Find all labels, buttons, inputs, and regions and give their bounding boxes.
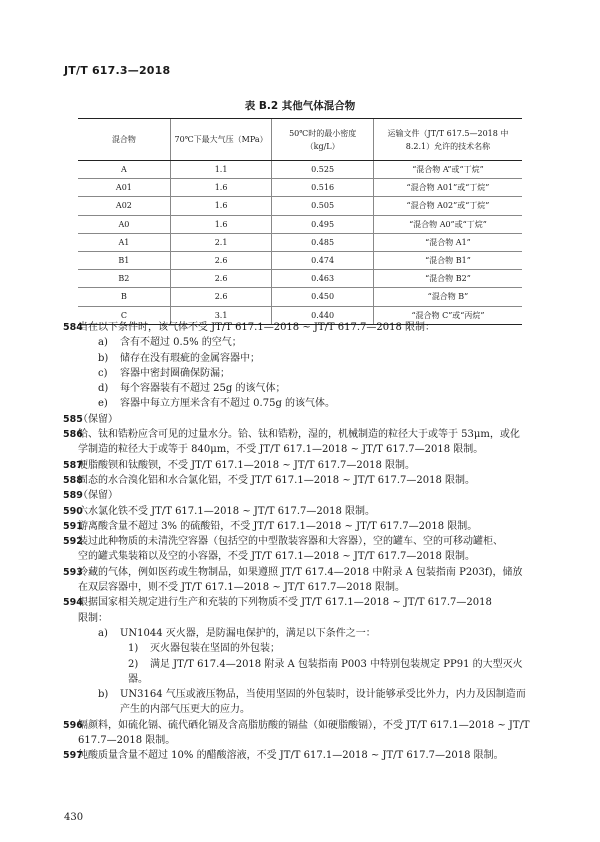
provision-588 (63, 473, 540, 488)
item-label: a) (98, 627, 108, 639)
list-item (78, 687, 540, 702)
provision-text: 在双层容器中，则不受 JT/T 617.1—2018 ~ JT/T 617.7—2018 限制。 (78, 582, 406, 594)
list-item (78, 351, 540, 366)
table-row (78, 288, 522, 306)
cell-density: 0.505 (272, 197, 374, 215)
item-label: e) (98, 398, 108, 410)
provision-number: 586 (63, 429, 83, 441)
provision-number: 590 (63, 505, 83, 517)
provision-text: 当在以下条件时，该气体不受 JT/T 617.1—2018 ~ JT/T 617.7—2018 限制： (78, 322, 436, 333)
table-row (78, 179, 522, 197)
cell-pressure: 2.1 (170, 233, 272, 251)
provision-number: 593 (63, 566, 83, 578)
provision-584 (63, 320, 540, 335)
table-row (78, 215, 522, 233)
item-text: 满足 JT/T 617.4—2018 附录 A 包装指南 P003 中特别包装规定 PP91 的大型灭火器。 (128, 658, 523, 685)
list-item (78, 626, 540, 641)
provision-text: 学制造的粒径大于或等于 840μm，不受 JT/T 617.1—2018 ~ JT/T 617.7—2018 限制。 (78, 444, 484, 456)
item-text: UN3164 气压或液压物品，当使用坚固的外包装时，设计能够承受比外力，内力及因制造而 (120, 689, 526, 701)
cell-mixture: A01 (78, 179, 170, 197)
col-header-max-pressure: 70℃下最大气压（MPa） (170, 119, 272, 161)
provision-586 (63, 427, 540, 442)
cell-technical-name: “混合物 A1” (373, 233, 522, 251)
provision-number: 597 (63, 750, 83, 762)
item-text: 容器中每立方厘米含有不超过 0.75g 的该气体。 (120, 398, 336, 410)
provision-587 (63, 458, 540, 473)
cell-pressure: 2.6 (170, 288, 272, 306)
cell-pressure: 1.1 (170, 161, 272, 179)
cell-mixture: A0 (78, 215, 170, 233)
item-text: UN1044 灭火器，是防漏电保护的，满足以下条件之一： (120, 627, 376, 639)
provision-number: 587 (63, 459, 83, 471)
list-item (78, 381, 540, 396)
gas-mixture-table (78, 118, 522, 325)
provision-590 (63, 504, 540, 519)
cell-technical-name: “混合物 B” (373, 288, 522, 306)
provision-593-cont (78, 580, 540, 595)
col-header-mixture: 混合物 (78, 119, 170, 161)
provision-number: 588 (63, 474, 83, 486)
cell-density: 0.516 (272, 179, 374, 197)
cell-technical-name: “混合物 B1” (373, 251, 522, 269)
item-text: 储存在没有瑕疵的金属容器中； (120, 352, 260, 364)
provision-text: 冷藏的气体，例如医药或生物制品，如果遵照 JT/T 617.4—2018 中附录 A 包装指南 P203f)，储放 (78, 566, 523, 578)
table-header-row (78, 119, 522, 161)
cell-pressure: 1.6 (170, 215, 272, 233)
item-text: 容器中密封圈确保防漏； (120, 367, 230, 379)
provision-number: 584 (63, 322, 83, 333)
cell-pressure: 2.6 (170, 251, 272, 269)
provision-text: 空的罐式集装箱以及空的小容器，不受 JT/T 617.1—2018 ~ JT/T 617.7—2018 限制。 (78, 551, 476, 563)
provision-text: 617.7—2018 限制。 (78, 735, 176, 747)
list-item (78, 335, 540, 350)
provision-number: 591 (63, 520, 83, 532)
list-item (78, 657, 540, 688)
provision-594-cont (78, 611, 540, 626)
provision-number: 594 (63, 597, 83, 609)
cell-technical-name: “混合物 A”或“丁烷” (373, 161, 522, 179)
provision-594 (63, 595, 540, 610)
cell-mixture: B1 (78, 251, 170, 269)
page-number: 430 (64, 812, 84, 823)
table-row (78, 251, 522, 269)
provision-596-cont (78, 733, 540, 748)
provision-number: 585 (63, 413, 83, 425)
item-label: b) (98, 689, 109, 701)
list-item-cont (78, 702, 540, 717)
provision-585 (63, 412, 540, 427)
col-header-technical-name: 运输文件（JT/T 617.5—2018 中 8.2.1）允许的技术名称 (373, 119, 522, 161)
provision-text: 装过此种物质的未清洗空容器（包括空的中型散装容器和大容器），空的罐车、空的可移动罐柜、 (78, 536, 503, 548)
provision-text: 硬脂酸钡和钛酸钡，不受 JT/T 617.1—2018 ~ JT/T 617.7—2018 限制。 (78, 459, 416, 471)
cell-technical-name: “混合物 B2” (373, 270, 522, 288)
list-item (78, 366, 540, 381)
provision-591 (63, 519, 540, 534)
special-provisions (63, 320, 540, 764)
provision-597 (63, 748, 540, 763)
cell-density: 0.474 (272, 251, 374, 269)
provision-592 (63, 534, 540, 549)
provision-text: （保留） (78, 490, 118, 502)
cell-technical-name: “混合物 A02”或“丁烷” (373, 197, 522, 215)
item-label: 1) (128, 643, 139, 655)
item-label: a) (98, 337, 108, 349)
provision-number: 592 (63, 536, 83, 548)
provision-text: 游离酸含量不超过 3% 的硫酸铅，不受 JT/T 617.1—2018 ~ JT/T 617.7—2018 限制。 (78, 520, 478, 532)
cell-technical-name: “混合物 A01”或“丁烷” (373, 179, 522, 197)
cell-technical-name: “混合物 A0”或“丁烷” (373, 215, 522, 233)
item-text: 每个容器装有不超过 25g 的该气体； (120, 383, 286, 395)
cell-technical-name: “混合物 C”或“丙烷” (373, 306, 522, 324)
provision-text: 固态的水合溴化铝和水合氯化铝，不受 JT/T 617.1—2018 ~ JT/T 617.7—2018 限制。 (78, 474, 476, 486)
item-label: 2) (128, 658, 139, 670)
provision-text: （保留） (78, 413, 118, 425)
cell-density: 0.525 (272, 161, 374, 179)
table-caption: 表 B.2 其他气体混合物 (244, 100, 356, 112)
cell-density: 0.440 (272, 306, 374, 324)
provision-text: 根据国家相关规定进行生产和充装的下列物质不受 JT/T 617.1—2018 ~ JT/T 617.7—2018 (78, 597, 492, 609)
list-item (78, 641, 540, 656)
provision-593 (63, 565, 540, 580)
item-text: 含有不超过 0.5% 的空气； (120, 337, 242, 349)
provision-592-cont (78, 549, 540, 564)
table-row (78, 233, 522, 251)
standard-header: JT/T 617.3—2018 (64, 64, 171, 77)
provision-text: 六水氯化铁不受 JT/T 617.1—2018 ~ JT/T 617.7—2018 限制。 (78, 505, 376, 517)
cell-mixture: A (78, 161, 170, 179)
item-text: 产生的内部气压更大的应力。 (120, 704, 250, 716)
cell-mixture: B2 (78, 270, 170, 288)
cell-density: 0.463 (272, 270, 374, 288)
provision-text: 铪、钛和锆粉应含可见的过量水分。铪、钛和锆粉，湿的，机械制造的粒径大于或等于 53μm，或化 (78, 429, 520, 441)
table-row (78, 161, 522, 179)
provision-number: 589 (63, 490, 83, 502)
col-header-min-density: 50℃时的最小密度（kg/L） (272, 119, 374, 161)
provision-589 (63, 488, 540, 503)
cell-pressure: 1.6 (170, 179, 272, 197)
cell-density: 0.450 (272, 288, 374, 306)
cell-density: 0.485 (272, 233, 374, 251)
list-item (78, 396, 540, 411)
provision-text: 限制： (78, 612, 108, 624)
item-label: d) (98, 383, 109, 395)
table-row (78, 197, 522, 215)
provision-text: 镉颜料，如硫化镉、硫代硒化镉及含高脂肪酸的镉盐（如硬脂酸镉），不受 JT/T 617.1—2018 ~ JT/T (78, 719, 530, 731)
cell-mixture: A1 (78, 233, 170, 251)
item-label: c) (98, 367, 108, 379)
provision-text: 纯酸质量含量不超过 10% 的醋酸溶液，不受 JT/T 617.1—2018 ~ JT/T 617.7—2018 限制。 (78, 750, 504, 762)
cell-pressure: 2.6 (170, 270, 272, 288)
cell-density: 0.495 (272, 215, 374, 233)
provision-586-cont (78, 442, 540, 457)
provision-596 (63, 718, 540, 733)
cell-mixture: A02 (78, 197, 170, 215)
table-row (78, 270, 522, 288)
cell-pressure: 3.1 (170, 306, 272, 324)
cell-mixture: C (78, 306, 170, 324)
cell-mixture: B (78, 288, 170, 306)
item-label: b) (98, 352, 109, 364)
provision-number: 596 (63, 719, 83, 731)
cell-pressure: 1.6 (170, 197, 272, 215)
item-text: 灭火器包装在坚固的外包装； (150, 643, 280, 655)
